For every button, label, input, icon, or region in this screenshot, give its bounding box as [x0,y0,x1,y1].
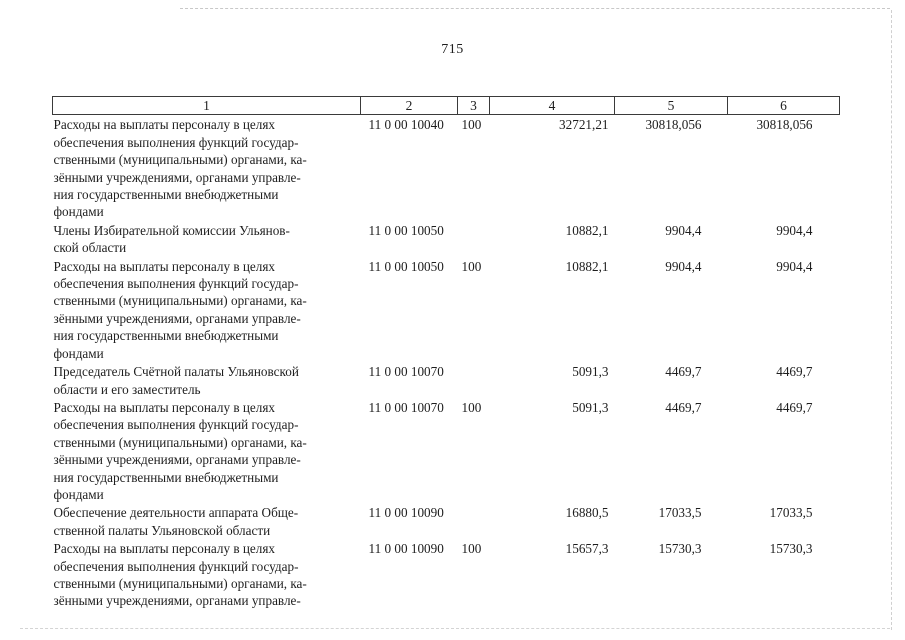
table-body [53,115,840,610]
row-code-cell: 11 0 00 10040 [368,117,444,133]
row-type-cell [458,362,490,398]
row-name-line: Расходы на выплаты персоналу в целях [53,399,276,415]
table-row [53,503,840,539]
table-row [53,115,840,221]
row-name-line: зёнными учреждениями, органами управле- [53,452,301,468]
row-name-line: зёнными учреждениями, органами управле- [53,593,301,609]
row-name-cell [53,539,361,610]
row-type-cell [458,221,490,257]
row-value-6-cell: 9904,4 [776,258,813,274]
scan-edge-top [180,8,890,9]
row-name-line: ственными (муниципальными) органами, ка- [53,293,307,309]
row-value-6-cell: 15730,3 [769,541,813,557]
budget-table-container [52,96,839,610]
row-name-line: Расходы на выплаты персоналу в целях [53,258,276,274]
row-name-line: обеспечения выполнения функций государ- [53,558,299,574]
row-type-cell: 100 [461,399,482,415]
column-header-3: 3 [458,97,490,115]
row-value-5-cell: 17033,5 [658,505,702,521]
row-value-6-cell: 4469,7 [776,364,813,380]
row-value-5-cell: 9904,4 [665,258,702,274]
row-name-line: ния государственными внебюджетными [53,187,279,203]
row-type-cell [458,503,490,539]
header-row [53,97,840,115]
column-header-2: 2 [361,97,458,115]
column-header-6: 6 [728,97,840,115]
row-name-line: фондами [53,204,104,220]
row-value-4-cell: 5091,3 [572,364,609,380]
row-name-line: области и его заместитель [53,381,201,397]
row-value-4-cell: 16880,5 [565,505,609,521]
row-value-4-cell: 5091,3 [572,399,609,415]
row-name-line: зёнными учреждениями, органами управле- [53,310,301,326]
row-value-6-cell: 9904,4 [776,222,813,238]
row-name-line: Обеспечение деятельности аппарата Обще- [53,505,299,521]
row-value-4-cell: 10882,1 [565,258,609,274]
row-value-5-cell: 15730,3 [658,541,702,557]
row-name-cell [53,362,361,398]
row-code-cell: 11 0 00 10050 [368,222,444,238]
row-value-4-cell: 32721,21 [559,117,609,133]
row-code-cell: 11 0 00 10050 [368,258,444,274]
row-name-cell [53,503,361,539]
row-name-line: Председатель Счётной палаты Ульяновской [53,364,299,380]
table-row [53,362,840,398]
row-name-line: обеспечения выполнения функций государ- [53,417,299,433]
row-name-line: обеспечения выполнения функций государ- [53,134,299,150]
table-header [53,97,840,115]
row-value-4-cell: 10882,1 [565,222,609,238]
row-value-5-cell: 4469,7 [665,399,702,415]
row-value-5-cell: 9904,4 [665,222,702,238]
row-type-cell: 100 [461,258,482,274]
row-value-6-cell: 17033,5 [769,505,813,521]
budget-table [52,96,840,610]
row-name-cell [53,257,361,362]
row-value-4-cell: 15657,3 [565,541,609,557]
row-name-line: ния государственными внебюджетными [53,328,279,344]
row-value-6-cell: 30818,056 [756,117,813,133]
row-name-line: ственными (муниципальными) органами, ка- [53,152,307,168]
row-name-line: ственной палаты Ульяновской области [53,522,271,538]
table-row [53,257,840,362]
row-name-line: фондами [53,345,104,361]
row-code-cell: 11 0 00 10070 [368,399,444,415]
row-name-cell [53,221,361,257]
column-header-1: 1 [53,97,361,115]
row-value-6-cell: 4469,7 [776,399,813,415]
row-name-line: фондами [53,486,104,502]
table-row [53,539,840,610]
row-name-line: Члены Избирательной комиссии Ульянов- [53,222,290,238]
row-name-cell [53,398,361,503]
scan-edge-bottom [20,628,890,629]
row-code-cell: 11 0 00 10070 [368,364,444,380]
row-code-cell: 11 0 00 10090 [368,505,444,521]
table-row [53,221,840,257]
row-type-cell: 100 [461,117,482,133]
row-type-cell: 100 [461,541,482,557]
row-name-line: ственными (муниципальными) органами, ка- [53,434,307,450]
row-name-line: Расходы на выплаты персоналу в целях [53,541,276,557]
row-name-line: ния государственными внебюджетными [53,469,279,485]
row-name-line: Расходы на выплаты персоналу в целях [53,117,276,133]
row-name-line: зёнными учреждениями, органами управле- [53,169,301,185]
column-header-4: 4 [490,97,615,115]
page-number: 715 [441,42,464,57]
row-name-cell [53,115,361,221]
row-name-line: обеспечения выполнения функций государ- [53,276,299,292]
table-row [53,398,840,503]
row-value-5-cell: 4469,7 [665,364,702,380]
row-code-cell: 11 0 00 10090 [368,541,444,557]
row-value-5-cell: 30818,056 [645,117,702,133]
scan-edge-right [891,10,892,630]
row-name-line: ской области [53,240,127,256]
column-header-5: 5 [615,97,728,115]
row-name-line: ственными (муниципальными) органами, ка- [53,575,307,591]
